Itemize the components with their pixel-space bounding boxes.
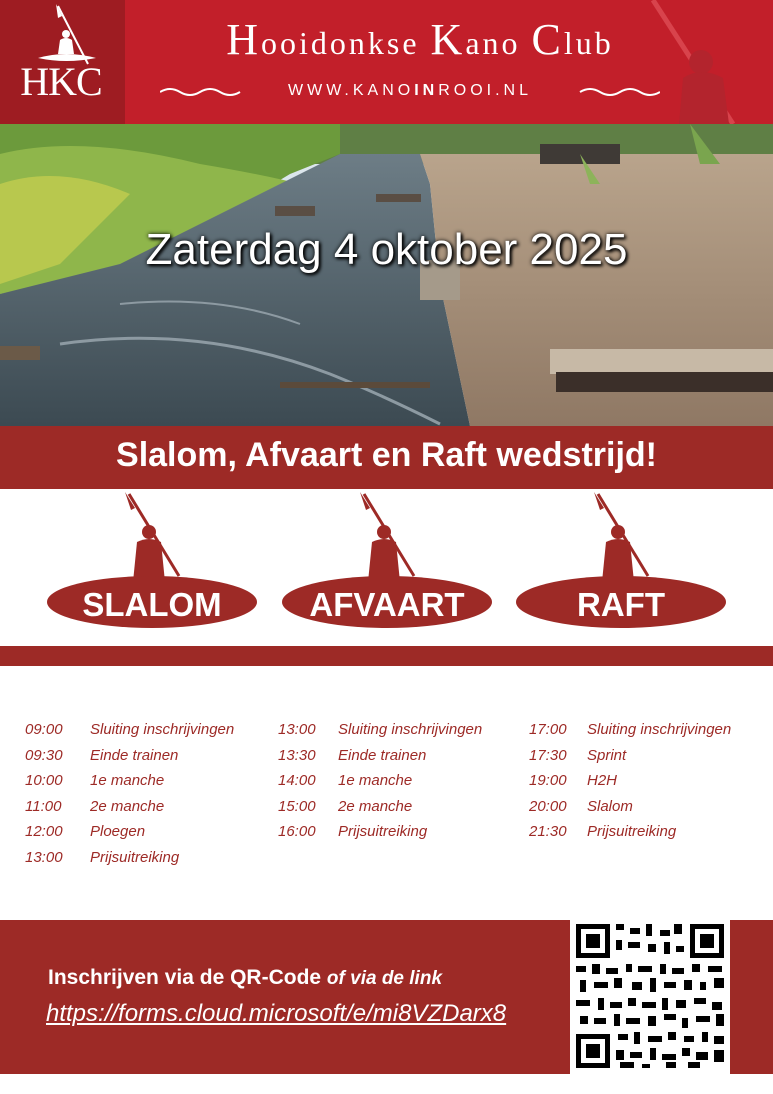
schedule-time: 21:30	[529, 823, 567, 840]
qr-code[interactable]	[570, 920, 730, 1074]
schedule-event: Slalom	[587, 797, 633, 815]
schedule-event: Prijsuitreiking	[338, 823, 428, 840]
schedule-time: 11:00	[25, 797, 62, 815]
schedule-time: 09:30	[25, 746, 63, 764]
discipline-afvaart	[282, 492, 492, 640]
schedule-time: 16:00	[278, 823, 316, 840]
title-banner	[0, 426, 773, 489]
schedule-event: Einde trainen	[90, 746, 179, 764]
schedule-time: 13:30	[278, 746, 316, 764]
schedule-time: 12:00	[25, 823, 63, 840]
paddler-icon	[342, 492, 432, 582]
paddler-icon	[576, 492, 666, 582]
schedule-event: Ploegen	[90, 823, 146, 840]
schedule-event: H2H	[587, 772, 618, 789]
schedule-time: 17:00	[529, 721, 567, 738]
schedule-event: 2e manche	[338, 797, 413, 815]
discipline-raft	[516, 492, 726, 640]
footer	[0, 920, 773, 1074]
schedule-event: 1e manche	[90, 772, 165, 789]
discipline-label: SLALOM	[82, 586, 222, 623]
schedule-time: 20:00	[529, 797, 567, 815]
schedule-time: 19:00	[529, 772, 567, 789]
discipline-slalom	[47, 492, 257, 640]
schedule-time: 13:00	[278, 721, 316, 738]
paddler-icon	[30, 4, 100, 66]
website-url[interactable]: WWW.KANOINROOI.NL	[287, 82, 532, 99]
schedule-time: 15:00	[278, 797, 316, 815]
schedule-time: 14:00	[278, 772, 316, 789]
discipline-label: RAFT	[577, 586, 665, 623]
schedule-event: Prijsuitreiking	[587, 823, 677, 840]
signup-text: Inschrijven via de QR-Code of via de link	[48, 966, 443, 989]
hero-photo	[0, 124, 773, 426]
logo-text: HKC	[20, 59, 102, 104]
schedule-event: 1e manche	[338, 772, 413, 789]
event-date: Zaterdag 4 oktober 2025	[145, 225, 628, 274]
schedule-event: Sluiting inschrijvingen	[90, 721, 235, 738]
qr-code-image	[570, 920, 730, 1074]
schedule-event: 2e manche	[90, 797, 165, 815]
schedule-event: Sprint	[587, 746, 627, 764]
event-title: Slalom, Afvaart en Raft wedstrijd!	[116, 436, 657, 474]
schedule-event: Sluiting inschrijvingen	[587, 721, 732, 738]
club-logo	[0, 0, 125, 124]
divider-bar	[0, 646, 773, 666]
schedule-event: Einde trainen	[338, 746, 427, 764]
schedule-time: 10:00	[25, 772, 63, 789]
schedule-time: 09:00	[25, 721, 63, 738]
club-name: Hooidonkse Kano Club	[226, 15, 614, 64]
paddler-icon	[107, 492, 197, 582]
schedule-time: 13:00	[25, 848, 63, 866]
river-photo	[0, 124, 773, 426]
schedule-event: Prijsuitreiking	[90, 848, 180, 866]
signup-link[interactable]: https://forms.cloud.microsoft/e/mi8VZDarx8	[46, 1000, 507, 1027]
discipline-label: AFVAART	[309, 586, 465, 623]
header	[0, 0, 773, 124]
schedule-event: Sluiting inschrijvingen	[338, 721, 483, 738]
schedule-time: 17:30	[529, 746, 567, 764]
